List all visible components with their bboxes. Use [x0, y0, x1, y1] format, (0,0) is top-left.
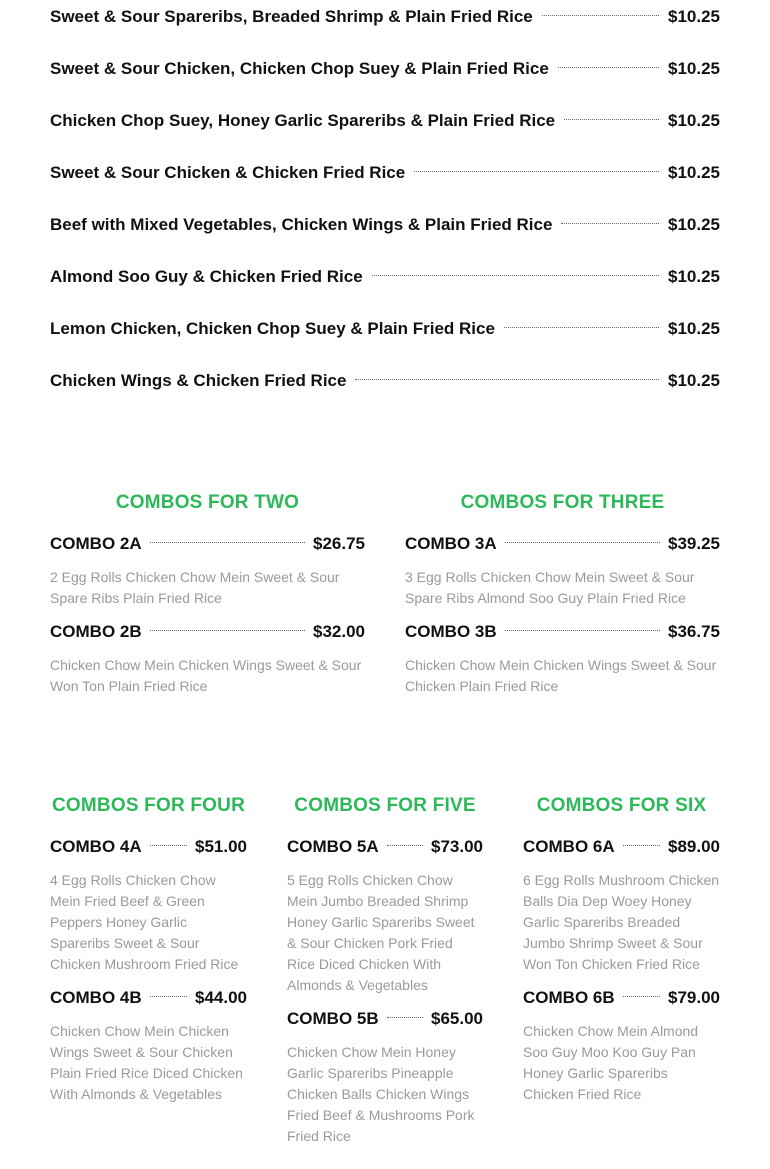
combo-row — [50, 834, 247, 860]
combo-description: 5 Egg Rolls Chicken Chow Mein Jumbo Breaded Shrimp Honey Garlic Spareribs Sweet & Sour Chicken Pork Fried Rice Diced Chicken With Almonds & Vegetables — [287, 872, 475, 993]
combo-row — [50, 619, 365, 645]
menu-line-item — [50, 315, 720, 343]
section-title: COMBOS FOR TWO — [115, 492, 300, 513]
item-name: Sweet & Sour Chicken, Chicken Chop Suey & Plain Fried Rice — [50, 59, 549, 78]
menu-line-item — [50, 211, 720, 239]
combo-price: $73.00 — [431, 837, 483, 856]
item-price: $10.25 — [668, 7, 720, 26]
combos-for-six-section — [523, 795, 720, 1105]
combo-price: $26.75 — [313, 534, 365, 553]
combo-name: COMBO 2A — [50, 534, 142, 553]
item-price: $10.25 — [668, 163, 720, 182]
item-price: $10.25 — [668, 319, 720, 338]
combo-description: 2 Egg Rolls Chicken Chow Mein Sweet & Sour Spare Ribs Plain Fried Rice — [50, 569, 340, 606]
combo-description: Chicken Chow Mein Chicken Wings Sweet & Sour Chicken Plain Fried Rice — [405, 657, 717, 694]
item-name: Beef with Mixed Vegetables, Chicken Wings & Plain Fried Rice — [50, 215, 553, 234]
item-price: $10.25 — [668, 267, 720, 286]
item-name: Chicken Wings & Chicken Fried Rice — [50, 371, 347, 390]
combos-for-three-section — [405, 492, 720, 697]
item-price: $10.25 — [668, 59, 720, 78]
combo-name: COMBO 5A — [287, 837, 379, 856]
dot-leader — [542, 15, 659, 16]
combo-price: $36.75 — [668, 622, 720, 641]
combo-name: COMBO 3B — [405, 622, 497, 641]
combo-name: COMBO 4B — [50, 988, 142, 1007]
dot-leader — [414, 171, 659, 172]
combo-price: $65.00 — [431, 1009, 483, 1028]
section-title: COMBOS FOR FIVE — [294, 795, 476, 816]
section-title: COMBOS FOR FOUR — [52, 795, 245, 816]
combo-row — [523, 985, 720, 1011]
dot-leader — [150, 630, 305, 631]
item-name: Lemon Chicken, Chicken Chop Suey & Plain Fried Rice — [50, 319, 495, 338]
menu-line-item — [50, 55, 720, 83]
combo-description: 6 Egg Rolls Mushroom Chicken Balls Dia Dep Woey Honey Garlic Spareribs Breaded Jumbo Shrimp Sweet & Sour Won Ton Chicken Fried Rice — [523, 872, 720, 972]
combo-row — [405, 619, 720, 645]
dot-leader — [387, 845, 423, 846]
combo-row — [50, 985, 247, 1011]
dot-leader — [564, 119, 659, 120]
menu-line-item — [50, 263, 720, 291]
section-title: COMBOS FOR SIX — [536, 795, 707, 816]
item-price: $10.25 — [668, 215, 720, 234]
combo-price: $79.00 — [668, 988, 720, 1007]
combo-price: $89.00 — [668, 837, 720, 856]
combo-name: COMBO 3A — [405, 534, 497, 553]
item-name: Chicken Chop Suey, Honey Garlic Spareribs & Plain Fried Rice — [50, 111, 556, 130]
dot-leader — [561, 223, 659, 224]
combo-description: Chicken Chow Mein Almond Soo Guy Moo Koo Guy Pan Honey Garlic Spareribs Chicken Fried Rice — [523, 1023, 699, 1102]
combo-name: COMBO 5B — [287, 1009, 379, 1028]
item-name: Sweet & Sour Chicken & Chicken Fried Rice — [50, 163, 406, 182]
combo-description: 3 Egg Rolls Chicken Chow Mein Sweet & Sour Spare Ribs Almond Soo Guy Plain Fried Rice — [405, 569, 695, 606]
dot-leader — [505, 630, 660, 631]
combos-for-four-section — [50, 795, 247, 1105]
item-price: $10.25 — [668, 111, 720, 130]
combo-description: Chicken Chow Mein Chicken Wings Sweet & Sour Won Ton Plain Fried Rice — [50, 657, 362, 694]
combo-description: Chicken Chow Mein Honey Garlic Spareribs Pineapple Chicken Balls Chicken Wings Fried Beef & Mushrooms Pork Fried Rice — [287, 1044, 475, 1144]
dot-leader — [623, 845, 660, 846]
dot-leader — [504, 327, 659, 328]
combo-price: $32.00 — [313, 622, 365, 641]
combo-row — [50, 531, 365, 557]
section-title: COMBOS FOR THREE — [460, 492, 665, 513]
dot-leader — [623, 996, 660, 997]
combo-row — [523, 834, 720, 860]
combo-description: 4 Egg Rolls Chicken Chow Mein Fried Beef & Green Peppers Honey Garlic Spareribs Sweet & Sour Chicken Mushroom Fried Rice — [50, 872, 239, 972]
combos-for-five-section — [287, 795, 483, 1147]
dot-leader — [355, 379, 659, 380]
combo-name: COMBO 4A — [50, 837, 142, 856]
dot-leader — [150, 845, 187, 846]
combo-name: COMBO 2B — [50, 622, 142, 641]
dot-leader — [387, 1017, 423, 1018]
dot-leader — [505, 542, 660, 543]
dot-leader — [150, 996, 187, 997]
item-price: $10.25 — [668, 371, 720, 390]
combo-row — [287, 834, 483, 860]
combo-description: Chicken Chow Mein Chicken Wings Sweet & Sour Chicken Plain Fried Rice Diced Chicken With Almonds & Vegetables — [50, 1023, 243, 1102]
dot-leader — [372, 275, 659, 276]
dot-leader — [558, 67, 659, 68]
item-name: Almond Soo Guy & Chicken Fried Rice — [50, 267, 363, 286]
combo-row — [287, 1006, 483, 1032]
menu-line-item — [50, 367, 720, 395]
menu-line-item — [50, 107, 720, 135]
menu-line-item — [50, 3, 720, 31]
combo-name: COMBO 6B — [523, 988, 615, 1007]
combo-price: $51.00 — [195, 837, 247, 856]
combo-row — [405, 531, 720, 557]
combo-price: $44.00 — [195, 988, 247, 1007]
combos-for-two-section — [50, 492, 365, 697]
dot-leader — [150, 542, 305, 543]
item-name: Sweet & Sour Spareribs, Breaded Shrimp & Plain Fried Rice — [50, 7, 533, 26]
combo-name: COMBO 6A — [523, 837, 615, 856]
menu-line-item — [50, 159, 720, 187]
combo-price: $39.25 — [668, 534, 720, 553]
